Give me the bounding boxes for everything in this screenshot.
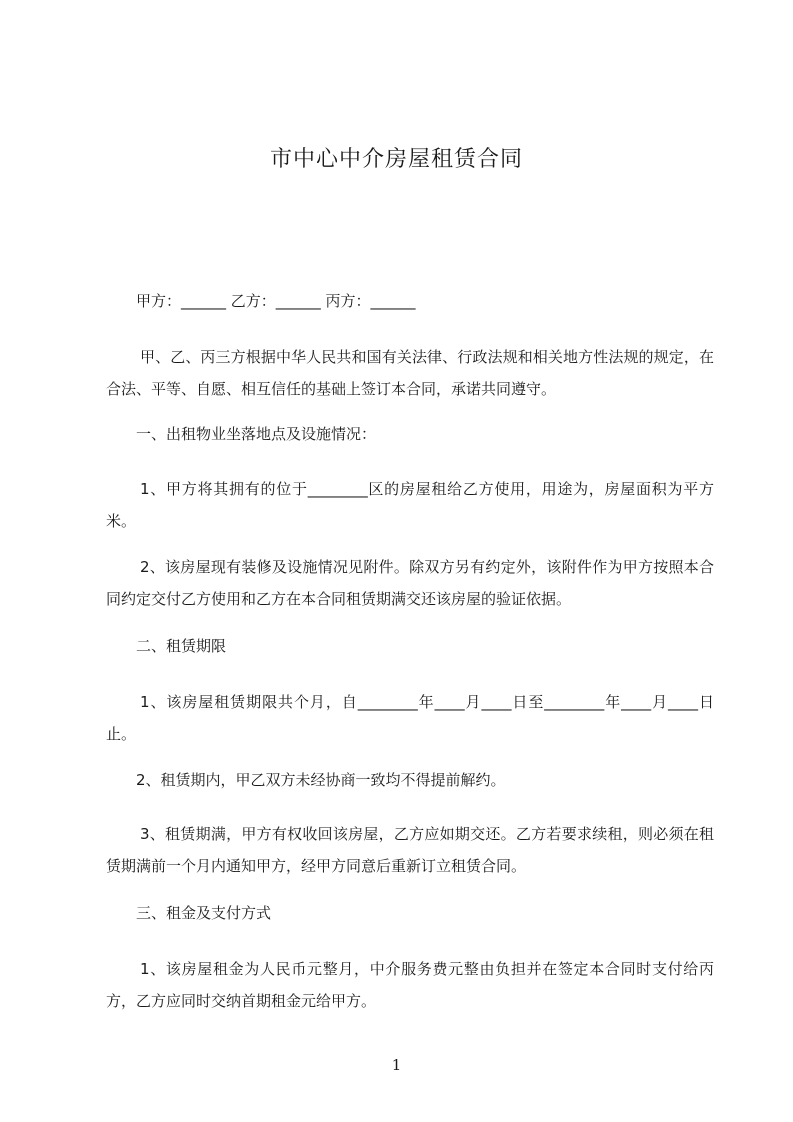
section-1-clause-1: 1、甲方将其拥有的位于________区的房屋租给乙方使用，用途为，房屋面积为平方米。 bbox=[106, 480, 714, 530]
preamble-paragraph: 甲、乙、丙三方根据中华人民共和国有关法律、行政法规和相关地方性法规的规定，在合法、平等、自愿、相互信任的基础上签订本合同，承诺共同遵守。 bbox=[106, 348, 714, 398]
page-number: 1 bbox=[391, 1056, 402, 1074]
section-3-clause-1: 1、该房屋租金为人民币元整月，中介服务费元整由负担并在签定本合同时支付给丙方，乙方应同时交纳首期租金元给甲方。 bbox=[106, 960, 714, 1010]
section-3-heading: 三、租金及支付方式 bbox=[136, 904, 272, 922]
document-title: 市中心中介房屋租赁合同 bbox=[269, 147, 523, 172]
parties-line: 甲方：______ 乙方：______ 丙方：______ bbox=[136, 292, 416, 310]
section-2-clause-1: 1、该房屋租赁期限共个月，自________年____月____日至________年____月____日止。 bbox=[106, 693, 714, 743]
section-2-clause-2: 2、租赁期内，甲乙双方未经协商一致均不得提前解约。 bbox=[136, 771, 506, 789]
section-1-heading: 一、出租物业坐落地点及设施情况： bbox=[136, 425, 377, 443]
section-1-clause-2: 2、该房屋现有装修及设施情况见附件。除双方另有约定外，该附件作为甲方按照本合同约定交付乙方使用和乙方在本合同租赁期满交还该房屋的验证依据。 bbox=[106, 558, 714, 608]
section-2-clause-3: 3、租赁期满，甲方有权收回该房屋，乙方应如期交还。乙方若要求续租，则必须在租赁期满前一个月内通知甲方，经甲方同意后重新订立租赁合同。 bbox=[106, 825, 714, 875]
section-2-heading: 二、租赁期限 bbox=[136, 637, 227, 655]
